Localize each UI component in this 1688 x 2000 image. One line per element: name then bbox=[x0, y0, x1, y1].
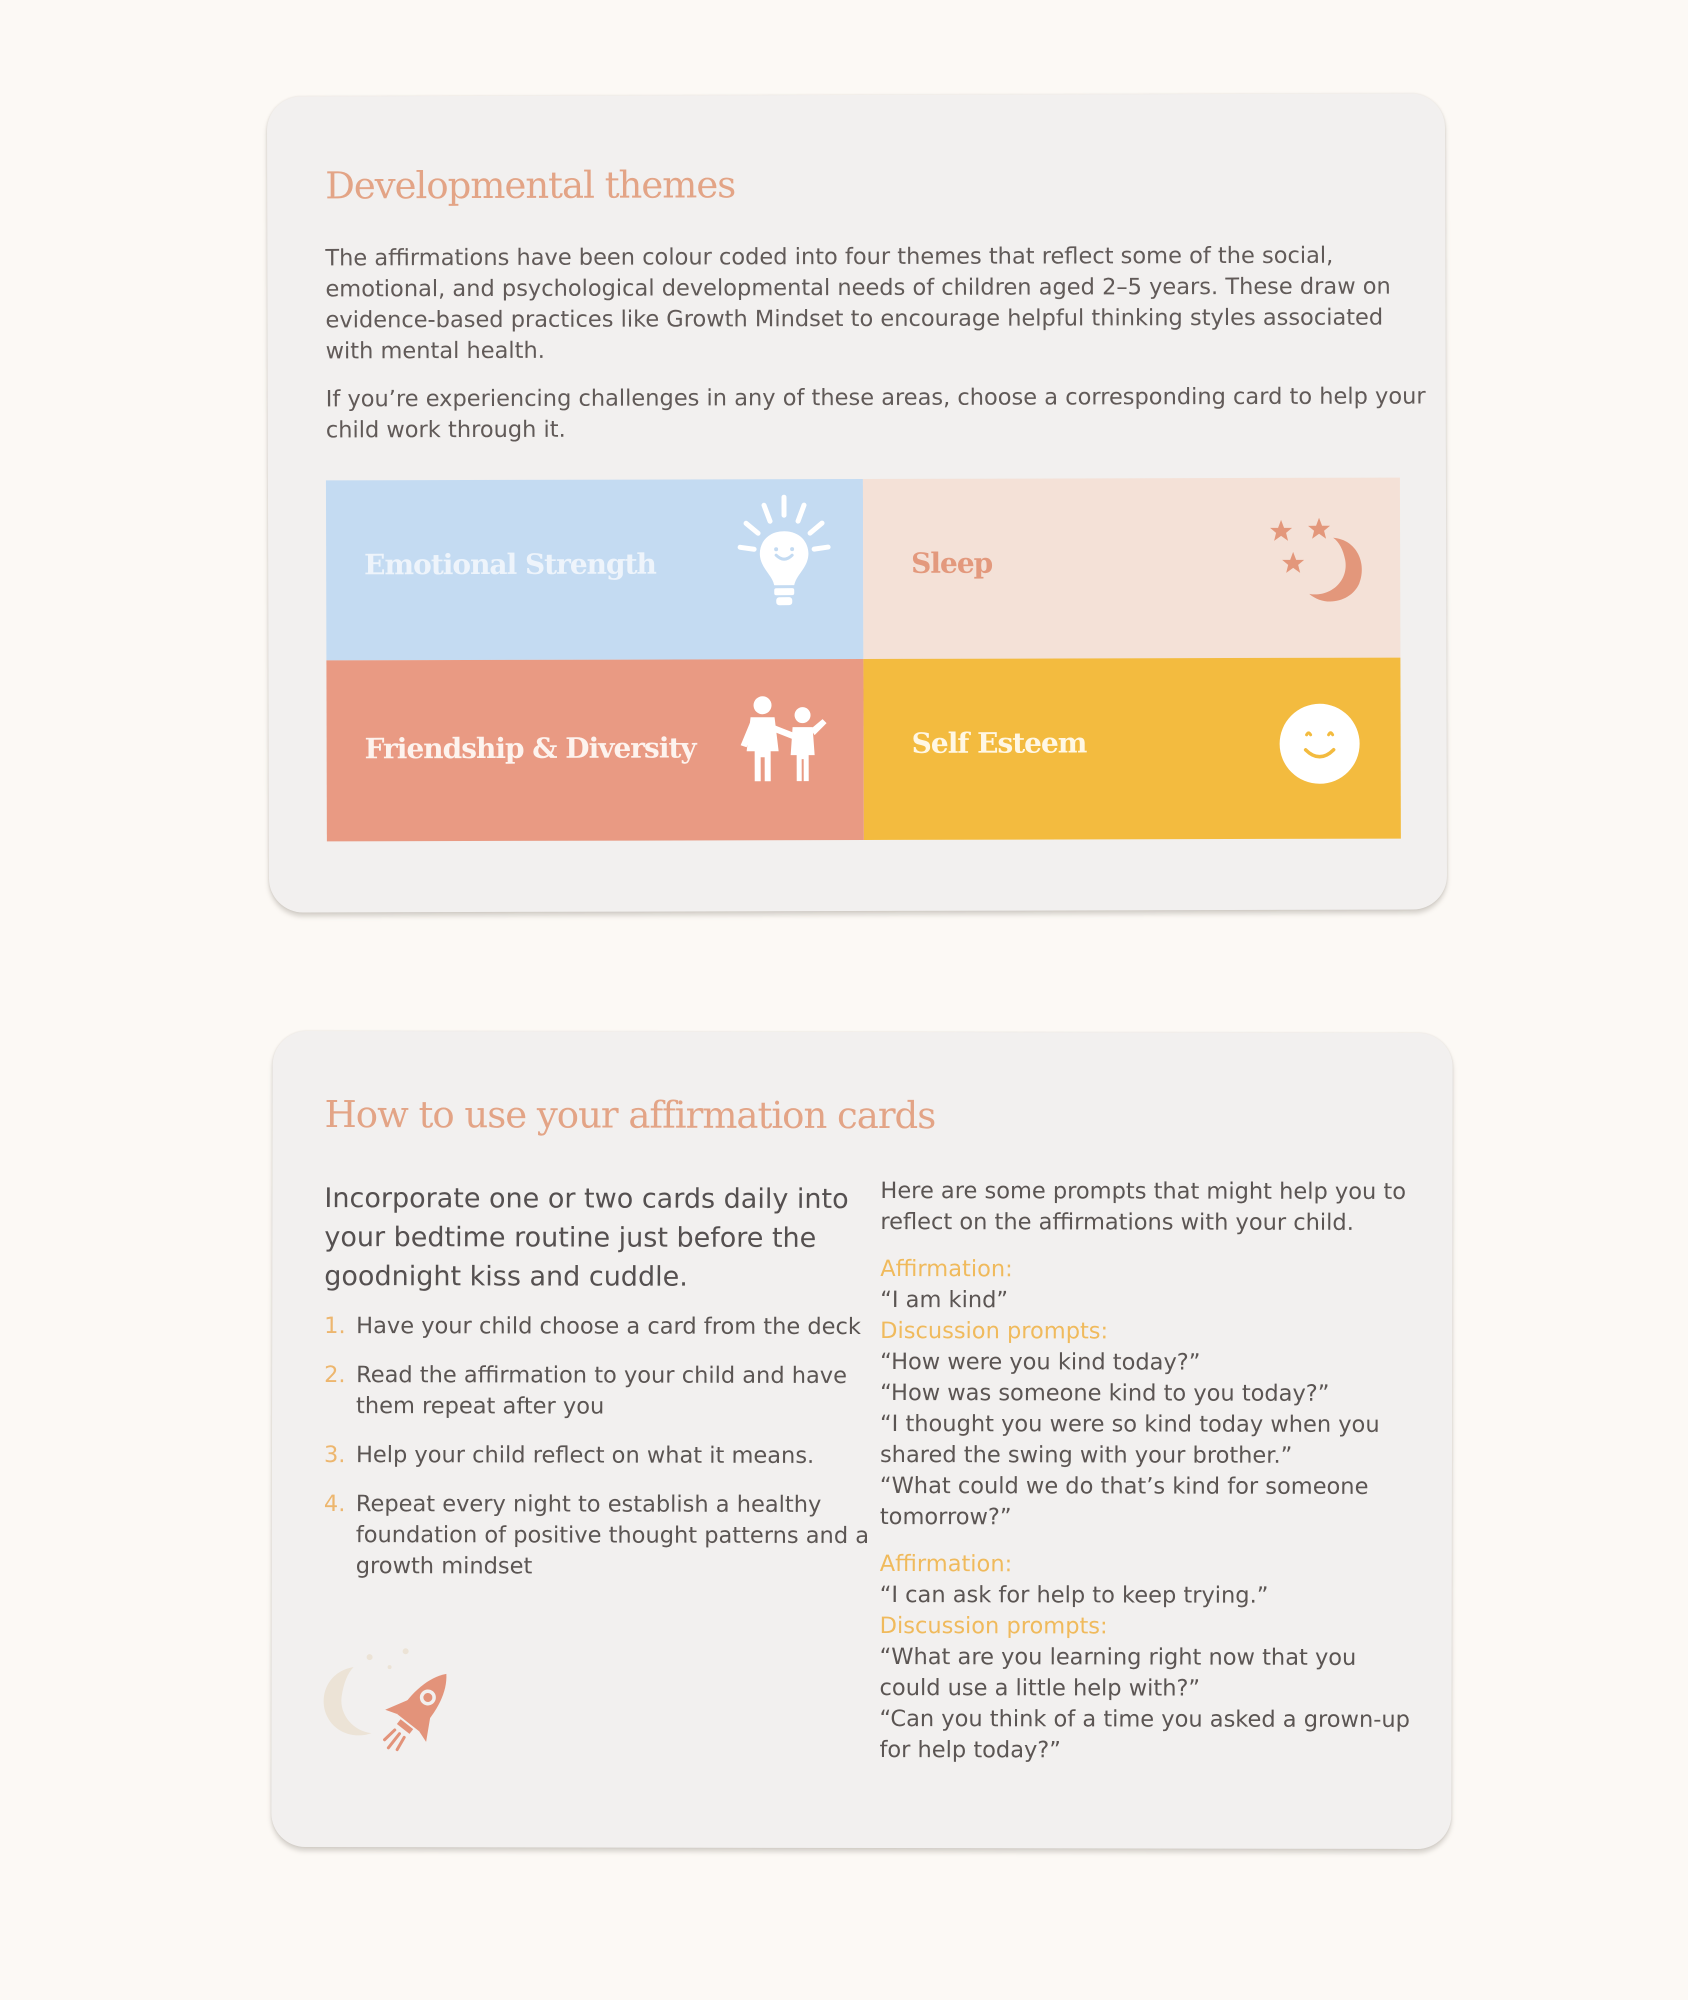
how-to-use-card bbox=[271, 1031, 1452, 1849]
discussion-prompts-label: Discussion prompts: bbox=[880, 1318, 1109, 1345]
affirmation-label: Affirmation: bbox=[880, 1256, 1013, 1283]
theme-label: Emotional Strength bbox=[364, 547, 656, 582]
step-item bbox=[324, 1489, 884, 1583]
lead-paragraph: Incorporate one or two cards daily into your bedtime routine just before the goodnight kiss and cuddle. bbox=[324, 1183, 849, 1293]
intro-paragraph: The affirmations have been colour coded into four themes that reflect some of the social, emotional, and psychological developmental needs of children aged 2–5 years. These draw on evidence-based practices like Growth Mindset to encourage helpful thinking styles associated with mental health. bbox=[325, 242, 1391, 365]
discussion-prompt: “I thought you were so kind today when you shared the swing with your brother.” bbox=[879, 1411, 1380, 1469]
theme-tile-sleep bbox=[863, 478, 1400, 659]
card-title: How to use your affirmation cards bbox=[324, 1093, 936, 1138]
affirmation-example bbox=[879, 1549, 1419, 1767]
step-number: 3. bbox=[323, 1442, 346, 1469]
affirmation-label: Affirmation: bbox=[879, 1551, 1013, 1578]
step-text: Have your child choose a card from the deck bbox=[356, 1313, 861, 1340]
discussion-prompts-label: Discussion prompts: bbox=[879, 1613, 1108, 1640]
prompts-column bbox=[879, 1176, 1420, 1783]
step-item bbox=[324, 1360, 884, 1423]
challenge-paragraph: If you’re experiencing challenges in any of these areas, choose a corresponding card to help your child work through it. bbox=[325, 383, 1426, 444]
step-number: 1. bbox=[324, 1313, 346, 1340]
discussion-prompt: “What are you learning right now that you could use a little help with?” bbox=[879, 1644, 1357, 1702]
step-text: Help your child reflect on what it means. bbox=[355, 1442, 815, 1469]
developmental-themes-card bbox=[267, 93, 1447, 912]
step-number: 2. bbox=[324, 1362, 346, 1389]
steps-list bbox=[324, 1311, 885, 1601]
discussion-prompt: “How were you kind today?” bbox=[880, 1349, 1201, 1376]
theme-label: Friendship & Diversity bbox=[364, 731, 696, 766]
step-item bbox=[324, 1440, 884, 1472]
moon-stars-icon bbox=[1267, 518, 1367, 612]
discussion-prompt: “How was someone kind to you today?” bbox=[880, 1380, 1330, 1407]
affirmation-text: “I can ask for help to keep trying.” bbox=[879, 1582, 1269, 1609]
theme-label: Sleep bbox=[911, 546, 993, 580]
step-number: 4. bbox=[323, 1491, 346, 1518]
children-holding-hands-icon bbox=[739, 695, 829, 789]
affirmation-example bbox=[880, 1254, 1420, 1534]
step-text: Read the affirmation to your child and have them repeat after you bbox=[356, 1362, 847, 1420]
rocket-and-moon-icon bbox=[313, 1637, 473, 1771]
smiley-face-icon bbox=[1278, 702, 1362, 790]
lightbulb-icon bbox=[734, 493, 834, 617]
theme-tile-self-esteem bbox=[863, 658, 1400, 840]
card-title: Developmental themes bbox=[325, 163, 736, 208]
step-text: Repeat every night to establish a healthy foundation of positive thought patterns and a growth mindset bbox=[355, 1491, 870, 1580]
theme-label: Self Esteem bbox=[911, 726, 1087, 760]
step-item bbox=[324, 1311, 884, 1343]
discussion-prompt: “What could we do that’s kind for someone tomorrow?” bbox=[879, 1473, 1369, 1531]
prompts-intro: Here are some prompts that might help you to reflect on the affirmations with your child. bbox=[880, 1178, 1407, 1236]
theme-grid bbox=[326, 478, 1401, 842]
discussion-prompt: “Can you think of a time you asked a grown-up for help today?” bbox=[879, 1706, 1410, 1764]
affirmation-text: “I am kind” bbox=[880, 1287, 1009, 1314]
theme-tile-emotional-strength bbox=[326, 479, 863, 660]
theme-tile-friendship-diversity bbox=[326, 659, 863, 841]
